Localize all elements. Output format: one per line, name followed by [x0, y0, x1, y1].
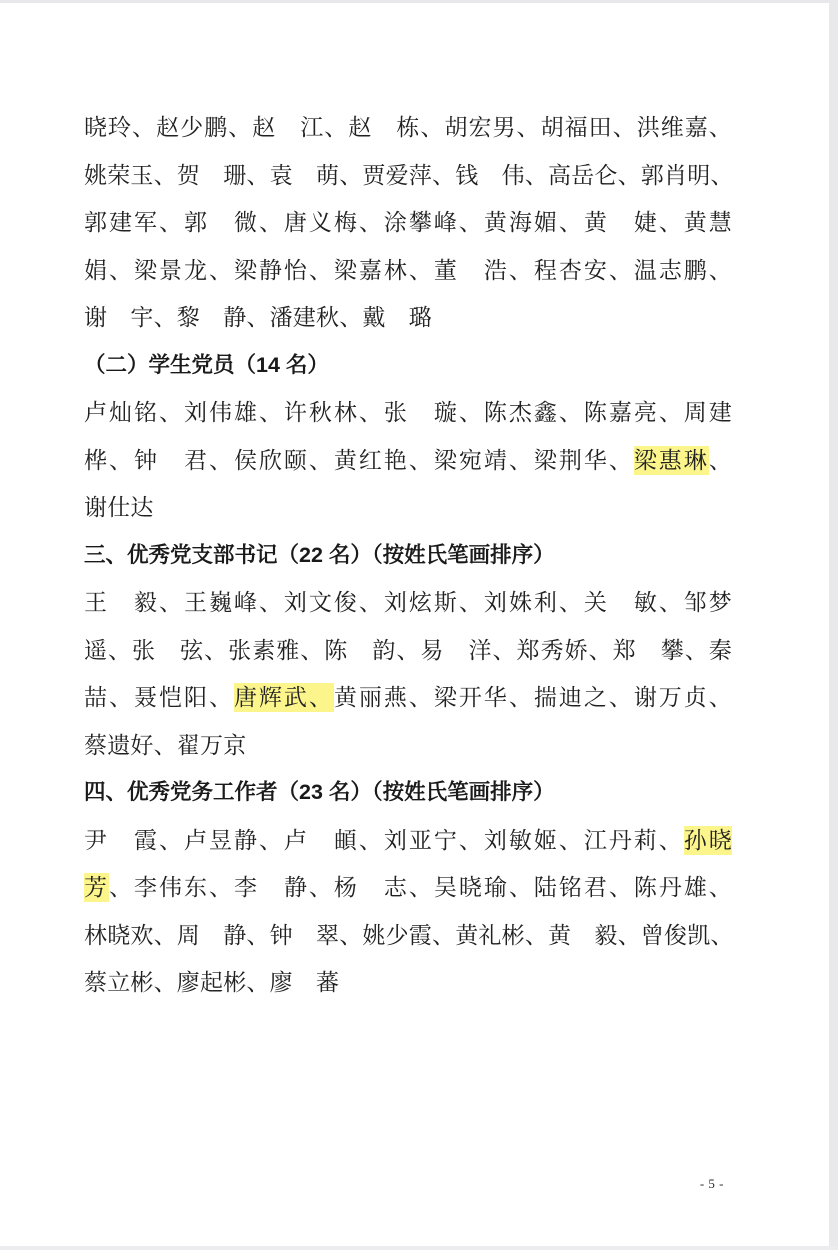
- name-text: 谢 宇、黎 静、潘建秋、戴 璐: [84, 305, 432, 330]
- page-edge-top: [0, 0, 838, 3]
- highlighted-name: 唐辉武、: [233, 685, 334, 710]
- faculty-party-members-list-continued-line: [84, 104, 732, 152]
- page-number: - 5 -: [699, 1176, 724, 1191]
- name-text: 、李伟东、李 静、杨 志、吴晓瑜、陆铭君、陈丹雄、: [109, 875, 733, 900]
- name-text: 姚荣玉、贺 珊、袁 萌、贾爱萍、钱 伟、高岳仑、郭肖明、: [84, 162, 734, 188]
- page-footer: [84, 1176, 724, 1192]
- faculty-party-members-list-continued-line: [84, 152, 732, 200]
- outstanding-branch-secretaries-list-line: [84, 674, 732, 722]
- outstanding-party-affairs-workers-list-line: [84, 912, 732, 960]
- name-text: 王 毅、王巍峰、刘文俊、刘炫斯、刘姝利、关 敏、邹梦: [84, 590, 732, 615]
- faculty-party-members-list-continued-line: [84, 199, 732, 247]
- outstanding-branch-secretaries-list-line: [84, 627, 732, 675]
- outstanding-branch-secretaries-list-line: [84, 579, 732, 627]
- name-text: 喆、聂恺阳、: [84, 685, 234, 710]
- outstanding-party-affairs-workers-list-line: [84, 959, 732, 1007]
- name-text: 谢仕达: [84, 495, 154, 520]
- page-edge-right: [829, 0, 838, 1250]
- name-text: 蔡遗好、翟万京: [84, 732, 247, 758]
- name-text: 晓玲、赵少鹏、赵 江、赵 栋、胡宏男、胡福田、洪维嘉、: [84, 115, 732, 140]
- name-text: 卢灿铭、刘伟雄、许秋林、张 璇、陈杰鑫、陈嘉亮、周建: [84, 400, 732, 425]
- highlighted-name: 芳: [84, 875, 109, 900]
- name-text: 黄丽燕、梁开华、揣迪之、谢万贞、: [333, 685, 732, 710]
- outstanding-party-affairs-workers-list-line: [84, 864, 732, 912]
- student-party-members-list-line: [84, 484, 732, 532]
- name-text: 遥、张 弦、张素雅、陈 韵、易 洋、郑秀娇、郑 攀、秦: [84, 637, 732, 663]
- faculty-party-members-list-continued-line: [84, 294, 732, 342]
- name-text: 郭建军、郭 微、唐义梅、涂攀峰、黄海媚、黄 婕、黄慧: [84, 210, 732, 235]
- name-text: 蔡立彬、廖起彬、廖 蕃: [84, 970, 340, 995]
- highlighted-name: 梁惠琳: [633, 447, 709, 473]
- name-text: 尹 霞、卢昱静、卢 頔、刘亚宁、刘敏姬、江丹莉、: [84, 827, 684, 853]
- name-text: 娟、梁景龙、梁静怡、梁嘉林、董 浩、程杏安、温志鹏、: [84, 257, 732, 283]
- outstanding-party-affairs-workers-list-line: [84, 817, 732, 865]
- faculty-party-members-list-continued-line: [84, 247, 732, 295]
- highlighted-name: 孙晓: [683, 827, 732, 853]
- name-text: 、: [708, 447, 732, 473]
- section-heading-outstanding-party-affairs-workers: 四、优秀党务工作者（23 名）（按姓氏笔画排序）: [84, 780, 555, 804]
- name-text: 林晓欢、周 静、钟 翠、姚少霞、黄礼彬、黄 毅、曾俊凯、: [84, 922, 734, 948]
- section-heading-student-party-members: （二）学生党员（14 名）: [84, 352, 329, 377]
- document-content: [84, 104, 732, 1007]
- section-heading-outstanding-branch-secretaries: 三、优秀党支部书记（22 名）（按姓氏笔画排序）: [84, 542, 555, 567]
- student-party-members-list-line: [84, 389, 732, 437]
- page-edge-bottom: [0, 1246, 838, 1250]
- student-party-members-list-line: [84, 437, 732, 485]
- outstanding-branch-secretaries-list-line: [84, 722, 732, 770]
- name-text: 桦、钟 君、侯欣颐、黄红艳、梁宛靖、梁荆华、: [84, 447, 634, 473]
